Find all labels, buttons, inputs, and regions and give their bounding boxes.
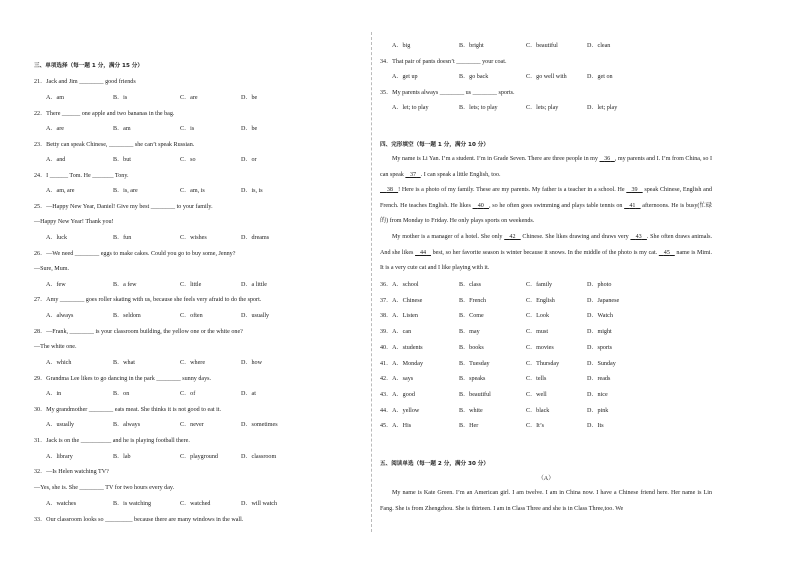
cloze-question: 45．A．His [380,423,412,430]
question-22: 22．There ______ one apple and two bananas in the bag. [34,111,175,117]
option: C．Thursday [526,360,560,367]
option: B．bright [459,43,484,49]
blank-39: 39 [631,187,638,194]
passage-text: My mother is a manager of a hotel. She only [392,234,505,240]
question-29: 29．Grandma Lee likes to go dancing in the park ________ sunny days. [34,376,212,382]
option: C．little [180,282,202,288]
blank-41: 41 [629,202,636,209]
option: D．get on [587,74,613,80]
option: B．seldom [113,313,141,319]
section-5-heading: 五、阅读单选（每一题 2 分，满分 30 分） [380,461,489,467]
option: C．wishes [180,235,207,241]
question-27: 27．Amy ________ goes roller skating with us, because she feels very afraid to do the sport. [34,297,262,303]
column-divider [371,32,372,532]
option: D．usually [241,313,270,319]
option: C．beautiful [526,43,558,49]
option: A．watches [46,501,77,507]
option: C．of [180,391,196,397]
option: C．tells [526,376,547,383]
blank-45: 45 [663,249,670,256]
cloze-question: 39．A．can [380,329,412,336]
option: D．classroom [241,454,277,460]
option: D．Watch [587,313,613,320]
blank-42: 42 [509,234,516,240]
option: B．what [113,360,136,366]
option: D．be [241,95,258,101]
cloze-question: 37．A．Chinese [380,297,423,304]
option: B．Tuesday [459,360,490,367]
cloze-question: 38．A．Listen [380,313,418,320]
option: D．Sunday [587,360,616,367]
option: D．pink [587,407,609,414]
option: D．a little [241,282,267,288]
blank-38: 38 [386,187,393,194]
option: D．reads [587,376,611,383]
option: C．never [180,422,204,428]
dialogue-line: —The white one. [34,344,77,350]
dialogue-line: —Sure, Mum. [34,266,70,272]
option: A．are [46,126,64,132]
option: D．might [587,329,612,336]
option: C．well [526,391,547,398]
option: D．be [241,126,258,132]
option: D．will watch [241,501,278,507]
passage-text: best, so her favorite season is winter because it snows. In the middle of the photo is my cat. [430,249,659,256]
passage-text: My name is Li Yan. I’m a student. I’m in Grade Seven. There are three people in my [392,156,600,162]
blank-36: 36 [604,156,611,162]
cloze-question: 44．A．yellow [380,407,420,414]
reading-passage-a: My name is Kate Green. I’m an American girl. I am twelve. I am in China now. I have a Chinese friend here. Her name is Lin Fang. She is from Zhengzhou. She is thirteen. I am in Class Three and she is in Class Three,too. We [380,490,712,512]
option: D．Japanese [587,297,620,304]
option: B．on [113,391,130,397]
option: C．English [526,297,555,304]
option: B．is watching [113,501,152,507]
option: C．lets; play [526,105,559,111]
option: B．Her [459,423,479,430]
question-21: 21．Jack and Jim ________ good friends [34,79,136,85]
option: B．a few [113,282,137,288]
dialogue-line: —Happy New Year! Thank you! [34,219,114,225]
question-30: 30．My grandmother ________ eats meat. She thinks it is not good to eat it. [34,407,222,413]
option: D．how [241,360,262,366]
option: C．are [180,95,198,101]
option: A．few [46,282,66,288]
option: B．French [459,297,487,304]
option: B．white [459,407,483,414]
cloze-question: 43．A．good [380,391,415,398]
option: C．family [526,282,553,288]
option: A．big [392,43,411,49]
option: C．am, is [180,188,205,194]
option: B．beautiful [459,391,491,398]
dialogue-line: —Yes, she is. She ________ TV for two hours every day. [34,485,175,491]
cloze-question: 36．A．school [380,282,419,288]
passage-text: speak Chinese, English and French. He teaches English. He likes [380,187,712,209]
option: A．in [46,391,62,397]
question-33: 33．Our classroom looks so _________ because there are many windows in the wall. [34,517,244,523]
option: B．may [459,329,480,336]
blank-40: 40 [477,202,484,209]
question-23: 23．Betty can speak Chinese, ________ she can’t speak Russian. [34,142,195,148]
option: C．black [526,407,550,414]
option: A．luck [46,235,67,241]
option: C．where [180,360,206,366]
option: D．or [241,157,257,163]
option: C．so [180,157,196,163]
cloze-question: 40．A．students [380,344,423,351]
option: B．lets; to play [459,105,498,111]
option: A．library [46,454,73,460]
section-3-heading: 三、单项选择（每一题 1 分，满分 15 分） [34,63,143,69]
option: C．It’s [526,423,544,430]
option: B．go back [459,74,489,80]
section-4-heading: 四、完形填空（每一题 1 分，满分 10 分） [380,142,489,148]
cloze-passage-2 [380,230,712,277]
option: B．is [113,95,128,101]
option: B．am [113,126,131,132]
question-31: 31．Jack is on the __________ and he is playing football there. [34,438,190,444]
option: A．and [46,157,66,163]
option: C．playground [180,454,218,460]
cloze-question: 41．A．Monday [380,360,423,367]
passage-text: Chinese. She likes drawing and draws very [520,234,631,240]
passage-text: . She often draws animals. And she likes [380,234,713,256]
passage-text: , my parents and I. I’m from China, so I can speak [380,156,712,178]
option: B．class [459,282,482,288]
option: D．sometimes [241,422,278,428]
blank-44: 44 [419,249,427,256]
option: C．watched [180,501,211,507]
question-35: 35．My parents always ________ us ________ sports. [380,90,515,96]
option: A．usually [46,422,75,428]
option: B．fun [113,235,132,241]
option: D．is, is [241,188,263,194]
passage-text: name is Mimi. It is a very cute cat and I like playing with it. [380,249,713,272]
passage-text: ! Here is a photo of my family. These are my parents. My father is a teacher in a school. He [398,187,627,194]
question-25: 25．—Happy New Year, Daniel! Give my best ________ to your family. [34,204,213,210]
option: D．dreams [241,235,270,241]
question-24: 24．I ______ Tom. He _______ Tony. [34,173,129,179]
option: C．often [180,313,203,319]
option: A．which [46,360,72,366]
option: A．get up [392,74,418,80]
option: B．speaks [459,376,486,383]
option: C．go well with [526,74,567,80]
option: A．am, are [46,188,75,194]
option: C．movies [526,344,554,351]
passage-text: . I can speak a little English, too. [420,171,501,178]
option: D．nice [587,391,608,398]
option: B．Come [459,313,484,320]
option: D．Its [587,423,604,430]
option: D．let; play [587,105,618,111]
option: B．lab [113,454,131,460]
option: B．but [113,157,131,163]
blank-37: 37 [409,171,417,178]
option: B．books [459,344,484,351]
option: C．is [180,126,195,132]
question-34: 34．That pair of pants doesn’t ________ your coat. [380,59,507,65]
option: C．must [526,329,549,336]
passage-text: afternoons. He is busy(忙碌的) from Monday to Friday. He only plays sports on weekends. [380,202,712,225]
option: D．clean [587,43,611,49]
question-28: 28．—Frank, ________ is your classroom building, the yellow one or the white one? [34,329,243,335]
cloze-question: 42．A．says [380,376,414,383]
option: A．always [46,313,74,319]
option: D．sports [587,344,613,351]
passage-text: , so he often goes swimming and plays table tennis on [488,202,625,209]
blank-43: 43 [635,234,642,240]
option: B．always [113,422,141,428]
passage-a-label: （A） [537,476,555,482]
option: D．photo [587,282,612,288]
option: B．is, are [113,188,138,194]
cloze-passage [380,152,712,230]
option: D．at [241,391,256,397]
question-32: 32．—Is Helen watching TV? [34,469,109,475]
option: C．Look [526,313,550,320]
option: A．am [46,95,64,101]
question-26: 26．—We need ________ eggs to make cakes. Could you go to buy some, Jenny? [34,251,236,257]
option: A．let; to play [392,105,429,111]
